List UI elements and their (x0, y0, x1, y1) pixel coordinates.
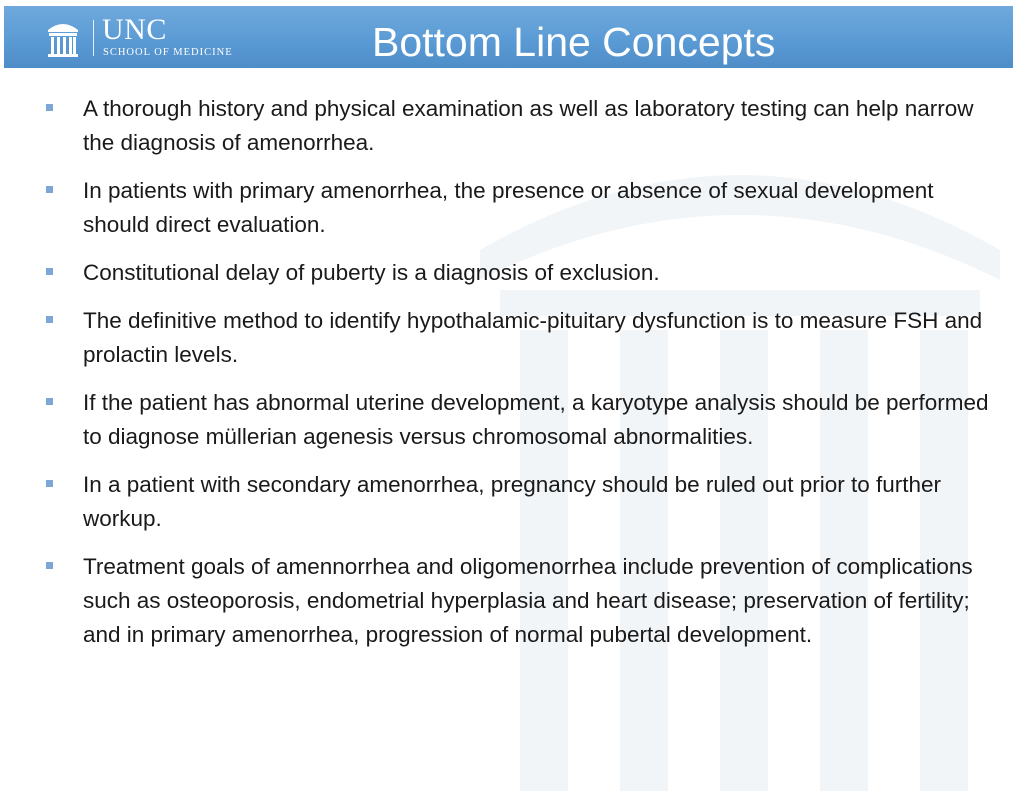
bullet-text: The definitive method to identify hypothalamic-pituitary dysfunction is to measure FSH and prolactin levels. (83, 308, 983, 367)
bullet-text: Constitutional delay of puberty is a diagnosis of exclusion. (83, 260, 660, 285)
square-bullet-icon (46, 562, 53, 569)
square-bullet-icon (46, 398, 53, 405)
square-bullet-icon (46, 316, 53, 323)
logo-divider (93, 20, 94, 56)
square-bullet-icon (46, 186, 53, 193)
bullet-item (44, 174, 989, 242)
logo-unc-text: UNC (102, 13, 167, 46)
bullet-item (44, 550, 989, 652)
bullet-text: If the patient has abnormal uterine development, a karyotype analysis should be performed to diagnose müllerian agenesis versus chromosomal abnormalities. (83, 390, 989, 449)
bullet-item (44, 92, 989, 160)
square-bullet-icon (46, 268, 53, 275)
bullet-item (44, 304, 989, 372)
bullet-item (44, 256, 989, 290)
bullet-text: Treatment goals of amennorrhea and oligomenorrhea include prevention of complications such as osteoporosis, endometrial hyperplasia and heart disease; preservation of fertility; and in primary amenorrhea, progression of normal pubertal development. (83, 554, 973, 647)
bullet-item (44, 468, 989, 536)
bullet-text: A thorough history and physical examination as well as laboratory testing can help narrow the diagnosis of amenorrhea. (83, 96, 974, 155)
bullet-item (44, 386, 989, 454)
square-bullet-icon (46, 480, 53, 487)
title-bar (4, 6, 1013, 68)
bullet-list (44, 92, 989, 666)
old-well-icon (46, 18, 80, 58)
bullet-text: In patients with primary amenorrhea, the presence or absence of sexual development should direct evaluation. (83, 178, 934, 237)
slide-title: Bottom Line Concepts (372, 19, 776, 65)
logo-school-text: SCHOOL OF MEDICINE (103, 47, 233, 58)
square-bullet-icon (46, 104, 53, 111)
unc-som-logo (46, 13, 256, 60)
bullet-text: In a patient with secondary amenorrhea, pregnancy should be ruled out prior to further workup. (83, 472, 942, 531)
